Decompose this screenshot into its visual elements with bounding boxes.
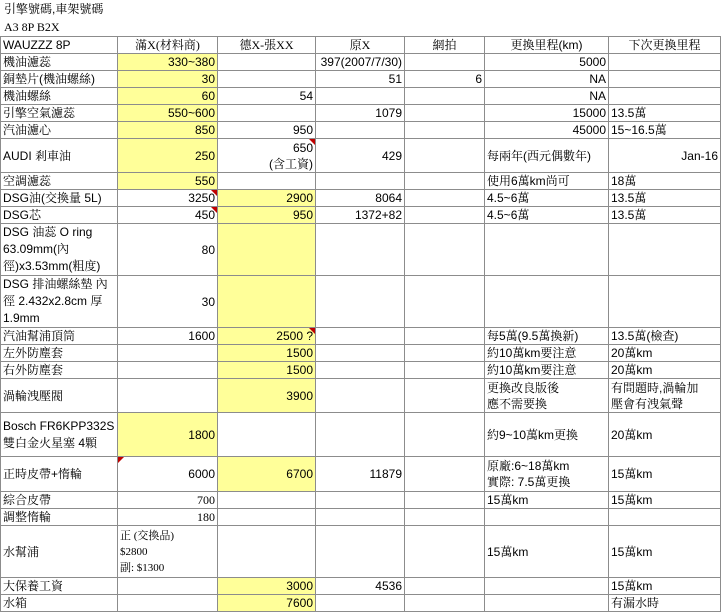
price-cell[interactable] [316,595,405,612]
price-cell[interactable] [118,345,218,362]
next-mileage-cell[interactable] [609,276,721,328]
next-mileage-cell[interactable] [609,54,721,71]
item-cell[interactable]: 右外防塵套 [1,362,118,379]
price-cell[interactable]: 850 [118,122,218,139]
price-cell[interactable] [218,54,316,71]
next-mileage-cell[interactable]: 13.5萬 [609,207,721,224]
price-cell[interactable]: 250 [118,139,218,173]
item-cell[interactable]: 調整惰輪 [1,509,118,526]
price-cell[interactable] [405,492,485,509]
table-row [1,88,721,105]
price-cell[interactable]: 1500 [218,345,316,362]
next-mileage-cell[interactable]: 18萬 [609,173,721,190]
next-mileage-cell[interactable]: 15萬km [609,578,721,595]
price-cell[interactable] [405,224,485,276]
item-cell[interactable]: DSG 排油螺絲墊 內徑 2.432x2.8cm 厚 1.9mm [1,276,118,328]
mileage-cell[interactable] [485,457,609,492]
price-value: 6000 [188,467,215,481]
item-cell[interactable]: DSG芯 [1,207,118,224]
item-cell[interactable]: 水幫浦 [1,526,118,578]
table-row [1,224,721,276]
price-cell[interactable] [118,578,218,595]
maintenance-table [0,36,721,612]
table-row [1,578,721,595]
comment-marker [211,190,217,196]
next-mileage-note-line: 壓會有洩氣聲 [611,396,684,411]
price-cell[interactable] [405,379,485,413]
price-cell[interactable] [316,122,405,139]
next-mileage-cell[interactable]: 15萬km [609,492,721,509]
header-cell-next-mileage[interactable]: 下次更換里程 [609,37,721,54]
price-cell[interactable]: 11879 [316,457,405,492]
mileage-cell[interactable]: 約10萬km要注意 [485,345,609,362]
price-cell[interactable] [118,379,218,413]
item-cell[interactable]: 機油螺絲 [1,88,118,105]
price-cell[interactable] [316,509,405,526]
price-cell[interactable] [218,526,316,578]
table-row [1,139,721,173]
item-cell[interactable]: 汽油濾心 [1,122,118,139]
mileage-cell[interactable] [485,595,609,612]
price-cell[interactable] [118,190,218,207]
mileage-note-line: 實際: 7.5萬更換 [487,475,571,489]
price-cell[interactable]: 6700 [218,457,316,492]
price-cell[interactable] [316,526,405,578]
item-cell[interactable]: 水箱 [1,595,118,612]
table-row [1,71,721,88]
next-mileage-cell[interactable]: 20萬km [609,362,721,379]
price-cell[interactable] [405,207,485,224]
next-mileage-cell[interactable]: 13.5萬(檢查) [609,328,721,345]
price-value: 2500 ? [276,329,313,343]
mileage-cell[interactable]: NA [485,71,609,88]
comment-marker [118,457,124,463]
header-cell-dealer[interactable]: 原X [316,37,405,54]
price-cell[interactable] [405,139,485,173]
price-cell[interactable]: 1500 [218,362,316,379]
price-cell[interactable] [316,413,405,457]
price-cell[interactable] [316,328,405,345]
price-cell[interactable]: 429 [316,139,405,173]
price-cell[interactable] [316,492,405,509]
item-cell[interactable]: 空調濾蕊 [1,173,118,190]
item-cell[interactable]: 銅墊片(機油螺絲) [1,71,118,88]
next-mileage-cell[interactable] [609,71,721,88]
table-row [1,595,721,612]
price-cell[interactable]: 6 [405,71,485,88]
item-cell[interactable]: 綜合皮帶 [1,492,118,509]
item-cell[interactable]: AUDI 剎車油 [1,139,118,173]
price-cell[interactable] [405,54,485,71]
engine-frame-number-label[interactable]: 引擎號碼,車架號碼 [4,2,104,16]
next-mileage-cell[interactable]: 20萬km [609,413,721,457]
item-cell[interactable]: 左外防塵套 [1,345,118,362]
price-cell[interactable]: 1372+82 [316,207,405,224]
price-cell[interactable] [405,190,485,207]
header-row [1,37,721,54]
header-cell-supplier-dx[interactable]: 德X-張XX [218,37,316,54]
next-mileage-note-line: 有問題時,渦輪加 [611,380,699,395]
table-row [1,207,721,224]
price-cell[interactable] [405,328,485,345]
price-cell[interactable] [218,276,316,328]
price-cell[interactable]: 180 [118,509,218,526]
next-mileage-cell[interactable] [609,88,721,105]
mileage-cell[interactable]: 4.5~6萬 [485,207,609,224]
header-cell-supplier-mx[interactable]: 滿X(材料商) [118,37,218,54]
price-value: 650 [292,140,313,155]
mileage-cell[interactable]: 每兩年(西元偶數年) [485,139,609,173]
price-value: 3250 [188,191,215,205]
price-cell[interactable]: 700 [118,492,218,509]
table-row [1,190,721,207]
item-cell[interactable]: 引擎空氣濾蕊 [1,105,118,122]
price-cell[interactable] [118,362,218,379]
item-cell[interactable]: DSG 油蕊 O ring 63.09mm(內徑)x3.53mm(粗度) [1,224,118,276]
price-cell[interactable] [218,224,316,276]
mileage-cell[interactable]: 每5萬(9.5萬換新) [485,328,609,345]
next-mileage-cell[interactable]: 15萬km [609,457,721,492]
price-cell[interactable]: 7600 [218,595,316,612]
price-cell[interactable]: 30 [118,276,218,328]
table-row [1,362,721,379]
table-row [1,413,721,457]
price-cell[interactable] [118,207,218,224]
price-cell[interactable]: 3000 [218,578,316,595]
price-cell[interactable] [405,122,485,139]
price-cell[interactable] [316,379,405,413]
price-cell[interactable]: 550 [118,173,218,190]
price-cell[interactable] [316,224,405,276]
price-cell[interactable] [405,362,485,379]
price-cell[interactable]: 1079 [316,105,405,122]
mileage-cell[interactable]: 5000 [485,54,609,71]
table-row [1,457,721,492]
table-row [1,526,721,578]
model-code-label[interactable]: A3 8P B2X [4,20,60,34]
item-cell[interactable]: 汽油幫浦頂筒 [1,328,118,345]
table-row [1,276,721,328]
price-cell[interactable]: 950 [218,207,316,224]
price-value: 450 [194,208,215,222]
header-cell-model[interactable]: WAUZZZ 8P [1,37,118,54]
price-cell[interactable]: 550~600 [118,105,218,122]
price-cell[interactable]: 3900 [218,379,316,413]
item-cell[interactable]: 大保養工資 [1,578,118,595]
mileage-note-line: 原廠:6~18萬km [487,459,570,473]
price-cell[interactable] [405,578,485,595]
mileage-cell[interactable]: 15000 [485,105,609,122]
next-mileage-cell[interactable]: 15萬km [609,526,721,578]
price-cell[interactable] [118,526,218,578]
table-row [1,345,721,362]
price-cell[interactable] [316,276,405,328]
next-mileage-cell[interactable]: 13.5萬 [609,190,721,207]
price-cell[interactable] [218,413,316,457]
item-cell[interactable]: 正時皮帶+惰輪 [1,457,118,492]
price-cell[interactable]: 330~380 [118,54,218,71]
price-note: (含工資) [269,156,313,171]
next-mileage-cell[interactable] [609,379,721,413]
next-mileage-cell[interactable] [609,224,721,276]
price-cell[interactable]: 80 [118,224,218,276]
mileage-cell[interactable] [485,509,609,526]
price-cell[interactable] [118,457,218,492]
price-cell[interactable] [405,595,485,612]
price-cell[interactable]: 950 [218,122,316,139]
price-cell[interactable] [316,173,405,190]
next-mileage-cell[interactable]: Jan-16 [609,139,721,173]
price-cell[interactable] [316,362,405,379]
header-cell-online[interactable]: 網拍 [405,37,485,54]
table-row [1,105,721,122]
price-cell[interactable] [218,71,316,88]
price-cell[interactable]: 30 [118,71,218,88]
price-cell[interactable]: 60 [118,88,218,105]
price-cell[interactable]: 2900 [218,190,316,207]
price-cell[interactable] [316,345,405,362]
price-cell[interactable] [316,88,405,105]
price-note-line: $2800 [120,545,148,558]
mileage-cell[interactable]: 45000 [485,122,609,139]
table-row [1,54,721,71]
item-cell[interactable]: 機油濾蕊 [1,54,118,71]
next-mileage-cell[interactable]: 13.5萬 [609,105,721,122]
price-cell[interactable] [405,173,485,190]
price-cell[interactable] [405,345,485,362]
table-row [1,509,721,526]
price-cell[interactable] [218,173,316,190]
comment-marker [211,207,217,213]
mileage-cell[interactable]: 15萬km [485,526,609,578]
price-cell[interactable] [218,492,316,509]
price-cell[interactable] [118,595,218,612]
table-row [1,122,721,139]
price-note-line: 正 (交換品) [120,529,175,542]
price-cell[interactable]: 4536 [316,578,405,595]
price-cell[interactable]: 1600 [118,328,218,345]
next-mileage-cell[interactable]: 20萬km [609,345,721,362]
item-cell[interactable]: DSG油(交換量 5L) [1,190,118,207]
mileage-cell[interactable] [485,578,609,595]
price-cell[interactable]: 397(2007/7/30) [316,54,405,71]
price-note-line: 副: $1300 [120,561,165,574]
price-cell[interactable] [405,509,485,526]
mileage-cell[interactable]: 約10萬km要注意 [485,362,609,379]
price-cell[interactable]: 1800 [118,413,218,457]
price-cell[interactable] [405,526,485,578]
mileage-cell[interactable] [485,224,609,276]
next-mileage-cell[interactable]: 有漏水時 [609,595,721,612]
comment-marker [309,328,315,334]
mileage-cell[interactable] [485,276,609,328]
mileage-cell[interactable]: 使用6萬km尚可 [485,173,609,190]
mileage-cell[interactable] [485,379,609,413]
price-cell[interactable] [218,509,316,526]
price-cell[interactable] [405,413,485,457]
item-cell[interactable]: 渦輪洩壓閥 [1,379,118,413]
mileage-cell[interactable]: 約9~10萬km更換 [485,413,609,457]
table-row [1,328,721,345]
next-mileage-cell[interactable]: 15~16.5萬 [609,122,721,139]
mileage-note-line: 應不需要換 [487,396,548,411]
mileage-cell[interactable]: NA [485,88,609,105]
price-cell[interactable] [218,139,316,173]
table-row [1,492,721,509]
price-cell[interactable] [405,105,485,122]
header-cell-replace-mileage[interactable]: 更換里程(km) [485,37,609,54]
table-row [1,173,721,190]
price-cell[interactable]: 8064 [316,190,405,207]
table-row [1,379,721,413]
item-cell[interactable]: Bosch FR6KPP332S 雙白金火星塞 4顆 [1,413,118,457]
price-cell[interactable]: 54 [218,88,316,105]
price-cell[interactable] [218,328,316,345]
comment-marker [309,139,315,145]
mileage-cell[interactable]: 15萬km [485,492,609,509]
mileage-note-line: 更換改良版後 [487,380,560,395]
price-cell[interactable]: 51 [316,71,405,88]
price-cell[interactable] [405,276,485,328]
price-cell[interactable] [218,105,316,122]
next-mileage-cell[interactable] [609,509,721,526]
mileage-cell[interactable]: 4.5~6萬 [485,190,609,207]
price-cell[interactable] [405,457,485,492]
price-cell[interactable] [405,88,485,105]
